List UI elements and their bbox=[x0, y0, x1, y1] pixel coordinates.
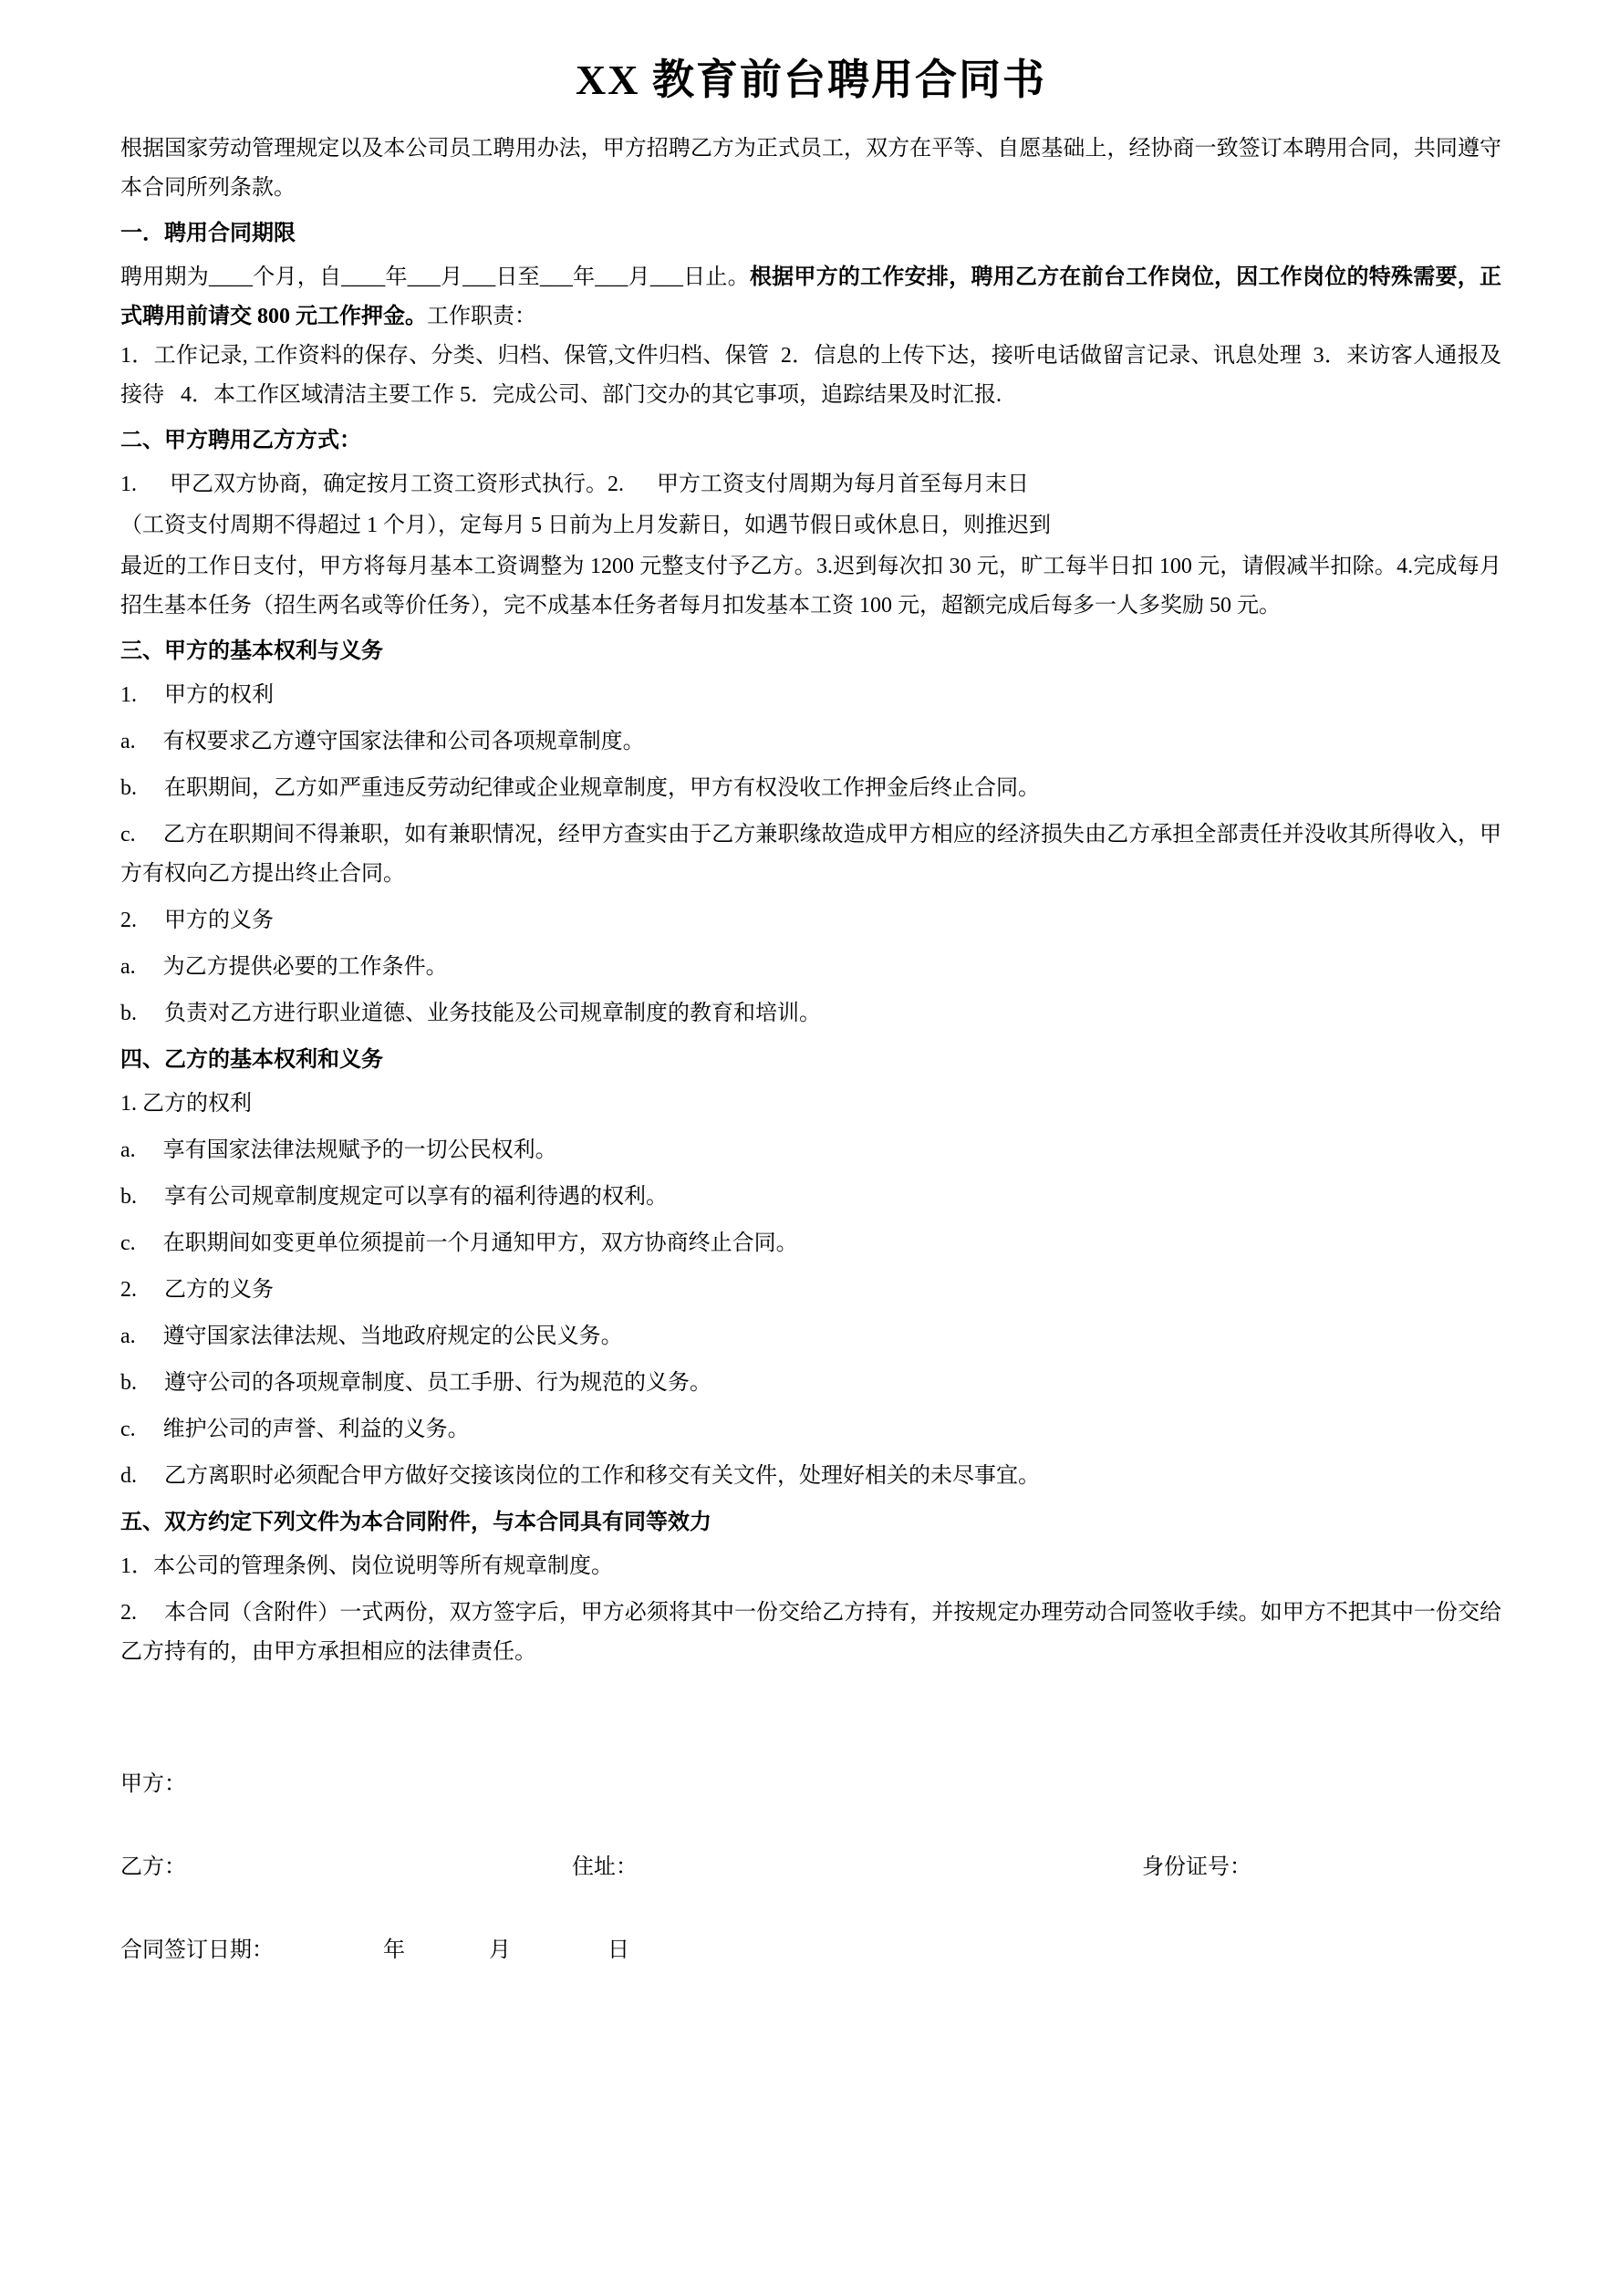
date-label: 合同签订日期： bbox=[120, 1938, 274, 1962]
party-b-label: 乙方： bbox=[120, 1855, 186, 1879]
section-2-paragraph-1: 1. 甲乙双方协商，确定按月工资工资形式执行。2. 甲方工资支付周期为每月首至每月末日 bbox=[120, 473, 1029, 496]
section-4-item: a. 享有国家法律法规赋予的一切公民权利。 bbox=[120, 1138, 557, 1162]
address-label: 住址： bbox=[572, 1855, 638, 1879]
signature-section bbox=[120, 1765, 1501, 1970]
section-3-item: 1. 甲方的权利 bbox=[120, 683, 274, 707]
section-4-item: 2. 乙方的义务 bbox=[120, 1278, 274, 1302]
section-3-item: b. 在职期间，乙方如严重违反劳动纪律或企业规章制度，甲方有权没收工作押金后终止合同。 bbox=[120, 776, 1040, 800]
section-2-paragraph-3: 最近的工作日支付，甲方将每月基本工资调整为 1200 元整支付予乙方。3.迟到每次扣 30 元，旷工每半日扣 100 元，请假减半扣除。4.完成每月招生基本任务（招生两名或等价任务），完不成基本任务者每月扣发基本工资 100 元，超额完成后每多一人多奖励 50 元。 bbox=[120, 555, 1501, 618]
intro-paragraph: 根据国家劳动管理规定以及本公司员工聘用办法，甲方招聘乙方为正式员工，双方在平等、自愿基础上，经协商一致签订本聘用合同，共同遵守本合同所列条款。 bbox=[120, 137, 1501, 200]
section-3-item: a. 有权要求乙方遵守国家法律和公司各项规章制度。 bbox=[120, 730, 645, 753]
section-4-item: c. 在职期间如变更单位须提前一个月通知甲方，双方协商终止合同。 bbox=[120, 1231, 798, 1255]
party-a-line bbox=[120, 1765, 1501, 1804]
term-text-normal: 聘用期为____个月，自____年___月___日至___年___月___日止。 bbox=[120, 265, 750, 289]
section-2-heading: 二、甲方聘用乙方方式： bbox=[120, 429, 361, 452]
month-label: 月 bbox=[489, 1938, 511, 1962]
section-4-item: c. 维护公司的声誉、利益的义务。 bbox=[120, 1418, 470, 1441]
id-number-label: 身份证号： bbox=[1142, 1855, 1251, 1879]
section-4-item: a. 遵守国家法律法规、当地政府规定的公民义务。 bbox=[120, 1325, 623, 1348]
section-5-item: 1．本公司的管理条例、岗位说明等所有规章制度。 bbox=[120, 1554, 613, 1578]
section-3-item: 2. 甲方的义务 bbox=[120, 909, 274, 932]
year-label: 年 bbox=[383, 1938, 405, 1962]
section-2-paragraph-2: （工资支付周期不得超过 1 个月），定每月 5 日前为上月发薪日，如遇节假日或休息日，则推迟到 bbox=[120, 514, 1051, 537]
term-text-tail: 工作职责： bbox=[427, 305, 536, 328]
section-3-item: b. 负责对乙方进行职业道德、业务技能及公司规章制度的教育和培训。 bbox=[120, 1002, 821, 1025]
section-5-item: 2. 本合同（含附件）一式两份，双方签字后，甲方必须将其中一份交给乙方持有，并按规定办理劳动合同签收手续。如甲方不把其中一份交给乙方持有的，由甲方承担相应的法律责任。 bbox=[120, 1601, 1501, 1664]
section-4-item: 1. 乙方的权利 bbox=[120, 1092, 252, 1116]
party-a-label: 甲方： bbox=[120, 1772, 186, 1796]
doc-title: XX 教育前台聘用合同书 bbox=[576, 57, 1046, 103]
section-3-heading: 三、甲方的基本权利与义务 bbox=[120, 639, 383, 663]
section-1-heading: 一．聘用合同期限 bbox=[120, 222, 296, 245]
section-4-item: d. 乙方离职时必须配合甲方做好交接该岗位的工作和移交有关文件，处理好相关的未尽事宜。 bbox=[120, 1464, 1040, 1488]
duties-paragraph: 1．工作记录, 工作资料的保存、分类、归档、保管,文件归档、保管 2．信息的上传下达，接听电话做留言记录、讯息处理 3．来访客人通报及接待 4．本工作区域清洁主要工作 5．完成公司、部门交办的其它事项，追踪结果及时汇报. bbox=[120, 344, 1501, 407]
section-3-item: a. 为乙方提供必要的工作条件。 bbox=[120, 955, 448, 979]
term-text-bold: 根据甲方的工作安排，聘用乙方在前台工作岗位，因工作岗位的特殊需要，正式聘用前请交 800 元工作押金。 bbox=[120, 265, 1502, 328]
party-b-line bbox=[120, 1848, 1501, 1887]
section-5-heading: 五、双方约定下列文件为本合同附件，与本合同具有同等效力 bbox=[120, 1511, 711, 1534]
section-4-heading: 四、乙方的基本权利和义务 bbox=[120, 1048, 383, 1072]
section-4-item: b. 遵守公司的各项规章制度、员工手册、行为规范的义务。 bbox=[120, 1371, 711, 1395]
section-3-item: c. 乙方在职期间不得兼职，如有兼职情况，经甲方查实由于乙方兼职缘故造成甲方相应的经济损失由乙方承担全部责任并没收其所得收入，甲方有权向乙方提出终止合同。 bbox=[120, 823, 1501, 886]
day-label: 日 bbox=[608, 1938, 629, 1962]
term-paragraph bbox=[120, 258, 1501, 337]
contract-date-line bbox=[120, 1931, 1501, 1970]
section-4-item: b. 享有公司规章制度规定可以享有的福利待遇的权利。 bbox=[120, 1185, 668, 1209]
